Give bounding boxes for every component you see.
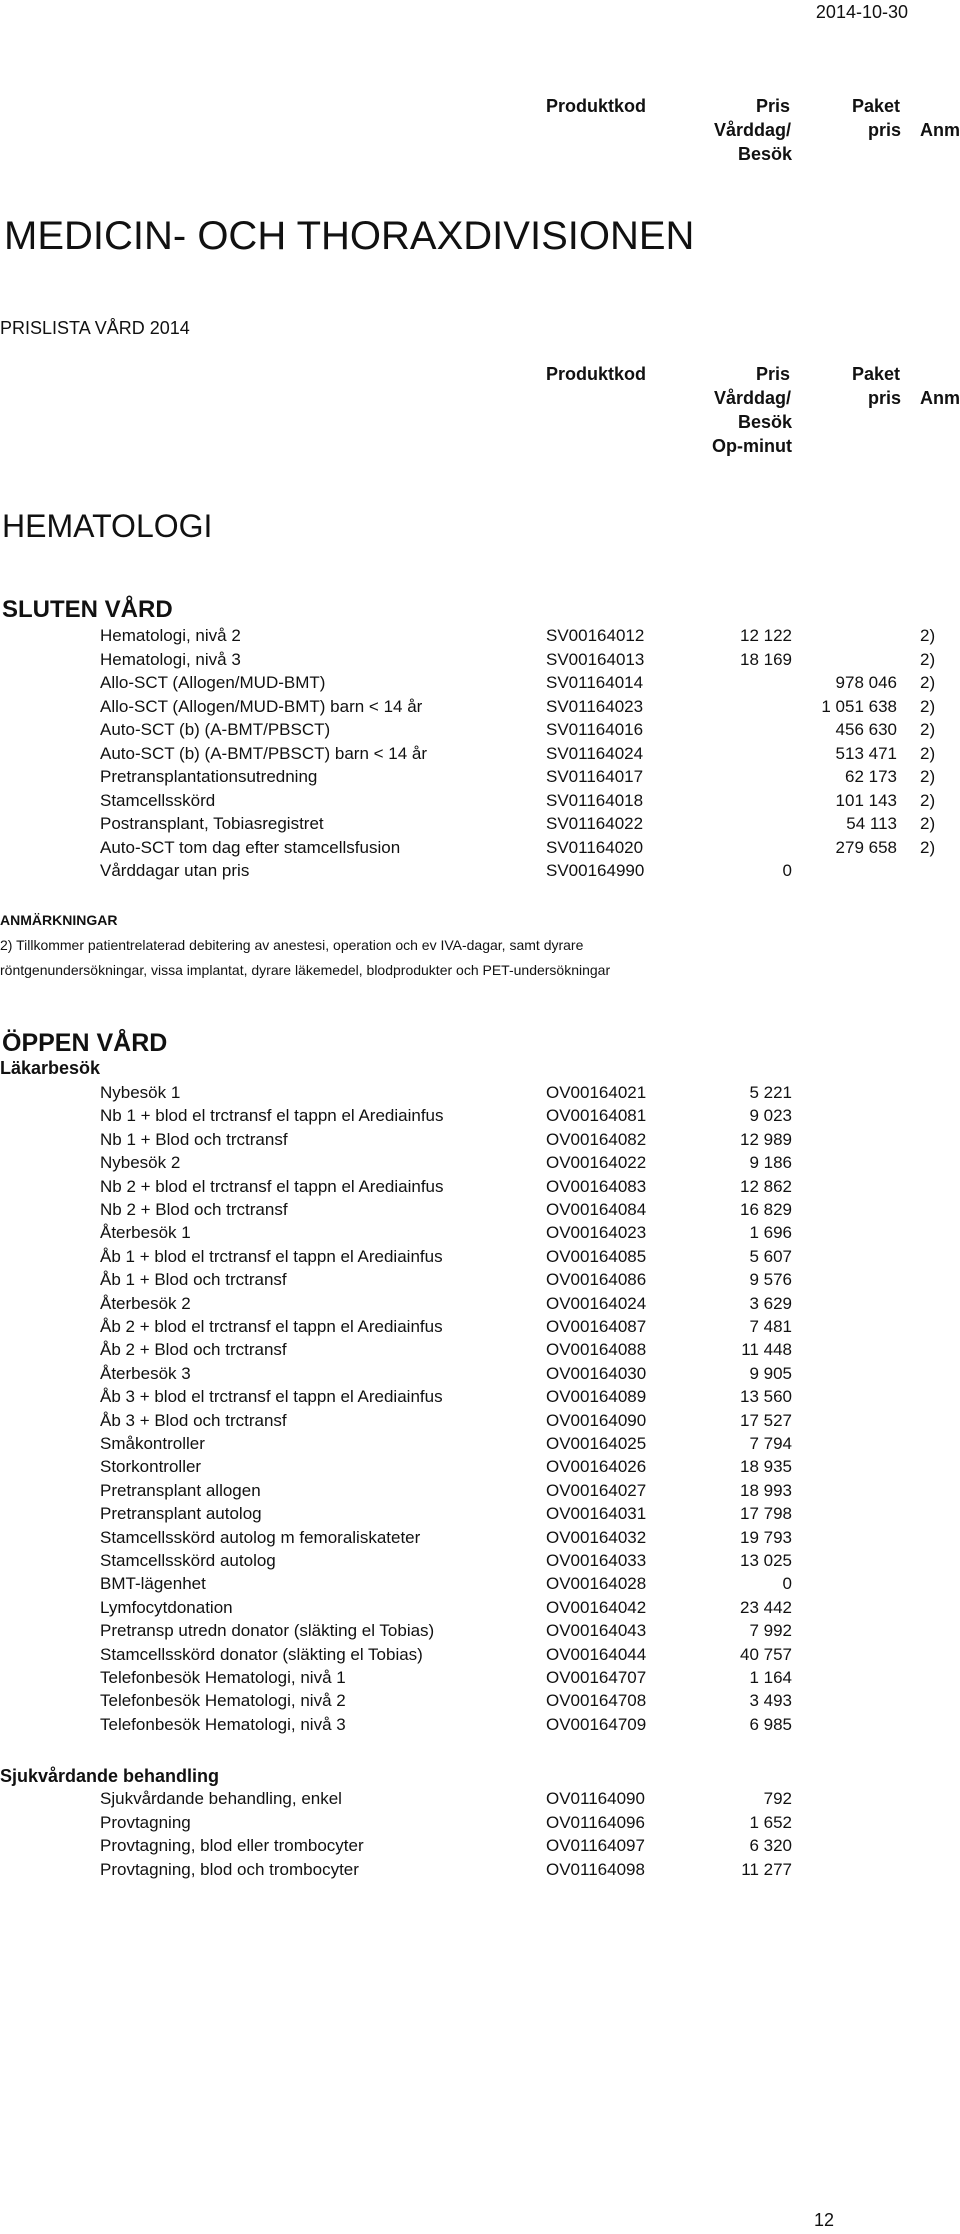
row-paket: 456 630 [835,720,897,739]
table-row [0,673,960,697]
row-name: Provtagning, blod och trombocyter [100,1859,359,1879]
header-paket-pris: pris [868,120,902,140]
row-anm: 2) [920,743,936,763]
row-pris: 17 527 [740,1410,792,1430]
row-code: OV00164082 [546,1129,647,1149]
header2-paket: Paket [852,364,901,384]
table-row [0,1528,960,1552]
table-row [0,744,960,768]
row-name: Auto-SCT tom dag efter stamcellsfusion [100,837,401,857]
row-code: SV01164016 [546,720,644,739]
row-paket: 279 658 [835,837,897,857]
row-pris: 17 798 [740,1504,792,1524]
row-pris: 18 935 [740,1457,792,1477]
row-code: OV00164087 [546,1317,647,1336]
row-name: Provtagning [100,1812,191,1832]
table-row [0,1504,960,1528]
row-anm: 2) [920,814,936,833]
row-anm: 2) [920,696,936,716]
row-name: Allo-SCT (Allogen/MUD-BMT) barn < 14 år [100,696,423,716]
table-row [0,1836,960,1860]
row-name: Småkontroller [100,1434,205,1453]
row-anm: 2) [920,790,936,810]
row-code: OV00164044 [546,1644,647,1664]
row-name: Telefonbesök Hematologi, nivå 2 [100,1691,346,1711]
table-row [0,1860,960,1884]
row-pris: 18 993 [740,1480,792,1500]
row-name: Åb 3 + Blod och trctransf [100,1410,287,1430]
row-anm: 2) [920,837,936,857]
table-row [0,861,960,885]
table-row [0,1434,960,1458]
row-code: OV00164081 [546,1106,647,1126]
row-code: OV00164027 [546,1480,647,1500]
row-code: OV00164022 [546,1153,647,1173]
row-pris: 5 221 [749,1083,792,1102]
row-name: Återbesök 2 [100,1293,191,1313]
row-name: Stamcellsskörd autolog [100,1551,276,1570]
row-name: Stamcellsskörd autolog m femoraliskateter [100,1527,421,1547]
header2-op-minut: Op-minut [712,436,792,456]
row-paket: 62 173 [845,767,897,786]
table-row [0,1153,960,1177]
page-number: 12 [814,2210,835,2230]
header-paket: Paket [852,96,901,116]
row-name: Pretransplant autolog [100,1504,262,1524]
row-name: Telefonbesök Hematologi, nivå 3 [100,1714,346,1734]
header2-produktkod: Produktkod [546,364,647,384]
lakarbesok-title: Läkarbesök [0,1058,101,1078]
row-pris: 18 169 [740,649,792,669]
row-pris: 792 [763,1789,792,1808]
row-name: Nb 1 + Blod och trctransf [100,1129,288,1149]
sjukvard-title: Sjukvårdande behandling [0,1766,220,1786]
table-row [0,838,960,862]
row-code: SV00164990 [546,861,645,880]
table-row [0,1668,960,1692]
table-row [0,1715,960,1739]
row-name: Auto-SCT (b) (A-BMT/PBSCT) [100,720,331,739]
row-name: Vårddagar utan pris [100,861,250,880]
row-code: OV00164024 [546,1293,647,1313]
row-code: OV01164090 [546,1789,645,1808]
row-code: OV00164028 [546,1574,647,1594]
table-row [0,1621,960,1645]
row-code: OV00164707 [546,1668,647,1687]
note-line-2: röntgenundersökningar, vissa implantat, dyrare läkemedel, blodprodukter och PET-undersökningar [0,962,611,978]
row-code: OV00164709 [546,1714,647,1734]
row-paket: 1 051 638 [821,696,897,716]
row-pris: 12 122 [740,626,792,645]
row-name: Pretransplantationsutredning [100,767,318,786]
row-name: Allo-SCT (Allogen/MUD-BMT) [100,673,326,692]
row-name: BMT-lägenhet [100,1574,206,1594]
row-pris: 7 794 [749,1434,792,1453]
row-pris: 6 320 [749,1836,792,1855]
row-code: OV00164033 [546,1551,647,1570]
header2-anm: Anm [920,388,960,408]
row-paket: 101 143 [835,790,897,810]
row-code: OV00164708 [546,1691,647,1711]
row-code: SV01164024 [546,743,644,763]
row-name: Postransplant, Tobiasregistret [100,814,324,833]
row-code: SV00164013 [546,649,645,669]
table-row [0,1106,960,1130]
header2-pris: Pris [756,364,791,384]
table-row [0,697,960,721]
row-code: OV00164086 [546,1270,647,1290]
row-name: Pretransplant allogen [100,1480,261,1500]
table-row [0,1551,960,1575]
table-row [0,720,960,744]
row-name: Pretransp utredn donator (släkting el Tobias) [100,1621,435,1641]
table-row [0,1223,960,1247]
row-code: SV01164020 [546,837,644,857]
row-pris: 9 576 [749,1270,792,1290]
row-code: OV00164088 [546,1340,647,1360]
row-code: OV00164089 [546,1387,647,1407]
row-pris: 19 793 [740,1527,792,1547]
row-pris: 1 696 [749,1223,792,1243]
row-code: OV00164084 [546,1200,647,1219]
row-name: Storkontroller [100,1457,202,1477]
table-row [0,1387,960,1411]
table-row [0,1645,960,1669]
row-name: Åb 3 + blod el trctransf el tappn el Arediainfus [100,1387,443,1407]
row-name: Sjukvårdande behandling, enkel [100,1789,342,1808]
row-code: SV00164012 [546,626,645,645]
row-pris: 13 025 [740,1551,792,1570]
table-row [0,1083,960,1107]
table-row [0,1364,960,1388]
row-code: OV01164097 [546,1836,645,1855]
row-anm: 2) [920,673,936,692]
row-code: OV00164085 [546,1246,647,1266]
table-row [0,650,960,674]
row-name: Nybesök 2 [100,1153,181,1173]
row-name: Åb 2 + blod el trctransf el tappn el Arediainfus [100,1317,443,1336]
row-code: OV00164021 [546,1083,647,1102]
row-name: Lymfocytdonation [100,1597,233,1617]
date-header [0,0,960,28]
row-code: OV00164090 [546,1410,647,1430]
table-row [0,626,960,650]
row-pris: 9 186 [749,1153,792,1173]
header-produktkod: Produktkod [546,96,647,116]
row-name: Nb 2 + blod el trctransf el tappn el Arediainfus [100,1176,444,1196]
table-row [0,1813,960,1837]
row-pris: 11 448 [741,1340,792,1360]
row-name: Nybesök 1 [100,1083,181,1102]
row-paket: 978 046 [835,673,897,692]
row-name: Nb 1 + blod el trctransf el tappn el Arediainfus [100,1106,444,1126]
row-name: Provtagning, blod eller trombocyter [100,1836,364,1855]
anmarkningar-title: ANMÄRKNINGAR [0,912,118,928]
row-name: Stamcellsskörd donator (släkting el Tobias) [100,1644,423,1664]
row-pris: 11 277 [741,1859,792,1879]
row-anm: 2) [920,649,936,669]
table-row [0,1200,960,1224]
table-row [0,1294,960,1318]
header-anm: Anm [920,120,960,140]
row-pris: 12 862 [740,1176,792,1196]
row-anm: 2) [920,720,936,739]
row-name: Stamcellsskörd [100,790,216,810]
table-row [0,1691,960,1715]
table-row [0,1411,960,1435]
table-row [0,1247,960,1271]
row-code: SV01164017 [546,767,644,786]
header-besok: Besök [738,144,793,164]
header-varddag: Vårddag/ [714,120,792,140]
table-row [0,1130,960,1154]
row-code: OV00164042 [546,1597,647,1617]
row-name: Nb 2 + Blod och trctransf [100,1200,288,1219]
row-code: OV01164098 [546,1859,645,1879]
table-row [0,1457,960,1481]
row-code: OV01164096 [546,1812,645,1832]
sluten-title: SLUTEN VÅRD [2,596,173,623]
row-code: OV00164026 [546,1457,647,1477]
table-row [0,791,960,815]
row-pris: 16 829 [740,1200,792,1219]
table-row [0,1317,960,1341]
row-code: SV01164014 [546,673,644,692]
table-row [0,1270,960,1294]
row-code: OV00164031 [546,1504,647,1524]
row-pris: 12 989 [740,1129,792,1149]
row-code: OV00164043 [546,1621,647,1641]
table-row [0,1481,960,1505]
row-name: Återbesök 1 [100,1223,191,1243]
date-text: 2014-10-30 [815,2,908,22]
header2-besok: Besök [738,412,793,432]
row-name: Åb 2 + Blod och trctransf [100,1340,287,1360]
row-pris: 6 985 [749,1714,792,1734]
prislista-title: PRISLISTA VÅRD 2014 [0,318,190,338]
row-code: SV01164018 [546,790,644,810]
row-code: OV00164083 [546,1176,647,1196]
table-row [0,814,960,838]
row-pris: 7 481 [749,1317,792,1336]
row-name: Hematologi, nivå 3 [100,649,241,669]
row-code: SV01164022 [546,814,644,833]
table-row [0,1598,960,1622]
row-pris: 3 629 [749,1293,792,1313]
row-pris: 9 905 [749,1363,792,1383]
row-pris: 0 [782,1574,792,1594]
row-code: OV00164030 [546,1363,647,1383]
row-pris: 13 560 [740,1387,792,1407]
row-paket: 513 471 [835,743,897,763]
row-name: Åb 1 + Blod och trctransf [100,1270,287,1290]
note-line-1: 2) Tillkommer patientrelaterad debitering av anestesi, operation och ev IVA-dagar, samt dyrare [0,937,584,953]
row-pris: 1 652 [749,1812,792,1832]
row-pris: 5 607 [749,1246,792,1266]
header2-varddag: Vårddag/ [714,388,792,408]
table-row [0,1340,960,1364]
row-pris: 7 992 [749,1621,792,1641]
header-pris: Pris [756,96,791,116]
row-code: OV00164023 [546,1223,647,1243]
row-name: Åb 1 + blod el trctransf el tappn el Arediainfus [100,1246,443,1266]
oppen-title: ÖPPEN VÅRD [2,1029,168,1057]
row-name: Telefonbesök Hematologi, nivå 1 [100,1668,346,1687]
table-row [0,1177,960,1201]
row-code: OV00164032 [546,1527,647,1547]
header2-paket-pris: pris [868,388,902,408]
division-title: MEDICIN- OCH THORAXDIVISIONEN [4,214,695,258]
row-anm: 2) [920,626,936,645]
table-row [0,1789,960,1813]
row-name: Auto-SCT (b) (A-BMT/PBSCT) barn < 14 år [100,743,428,763]
section-title: HEMATOLOGI [2,508,213,544]
row-pris: 9 023 [749,1106,792,1126]
row-name: Återbesök 3 [100,1363,191,1383]
row-name: Hematologi, nivå 2 [100,626,241,645]
table-row [0,1574,960,1598]
row-pris: 3 493 [749,1691,792,1711]
row-code: SV01164023 [546,696,644,716]
row-pris: 23 442 [740,1597,792,1617]
row-paket: 54 113 [846,814,897,833]
row-code: OV00164025 [546,1434,647,1453]
row-pris: 0 [782,861,792,880]
row-pris: 40 757 [740,1644,792,1664]
row-anm: 2) [920,767,936,786]
row-pris: 1 164 [749,1668,792,1687]
table-row [0,767,960,791]
